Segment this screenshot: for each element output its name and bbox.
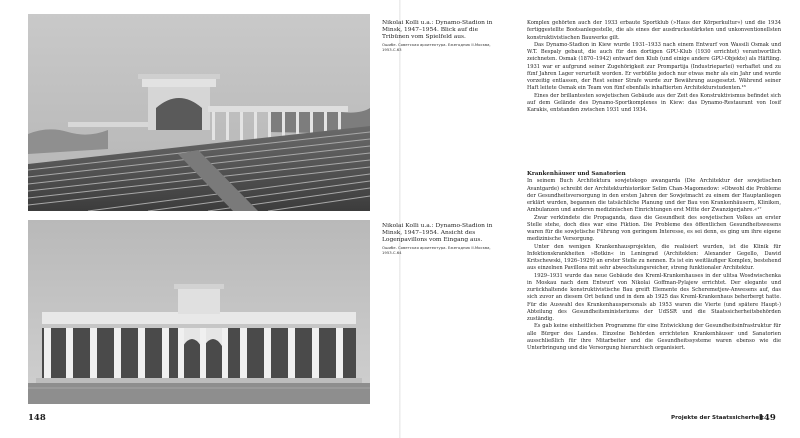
paragraph: Komplex gehörten auch der 1933 erbaute Sportklub (»Haus der Körperkultur«) und die 1934 fertiggestellte Bootsanlegestelle, die als eines der ausdrucksstärksten und unkonventionellsten konstruktivistischen Bauwerke gilt.: [527, 20, 781, 41]
paragraph: Zwar verkündete die Propaganda, dass die Gesundheit des sowjetischen Volkes an erster Stelle stehe, doch dies war eine Fiktion. Die Probleme des öffentlichen Gesundheitswesens waren für die sowjetische Führung von geringem Interesse, es sei denn, es ging um ihre eigene medizinische Versorgung.: [527, 214, 781, 243]
page-number-left: 148: [28, 413, 46, 423]
grandstand-illustration: [28, 14, 370, 211]
running-head: Projekte der Staatssicherheit: [671, 415, 764, 421]
caption-text: Nikolai Kolli u.a.: Dynamo-Stadion in Minsk, 1947–1954. Ansicht des Logenpavillons vom Eingang aus.: [382, 223, 493, 244]
paragraph: Das Dynamo-Stadion in Kiew wurde 1931–1933 nach einem Entwurf von Wassili Osmak und W.T. Bespaly gebaut, die auch für den dortigen GPU-Klub (1930 errichtet) verantwortlich zeichneten. Osmak (1870–1942) entwarf den Klub (und einige andere GPU-Objekte) als Häftling. 1931 war er aufgrund seiner Zugehörigkeit zur Prompartija (Industriepartei) verhaftet und zu fünf Jahren Lager verurteilt worden. Er verbüßte jedoch nur etwas mehr als ein Jahr und wurde vorzeitig entlassen, der Rest seiner Strafe wurde zur Bewährung ausgesetzt. Während seiner Haft leitete Osmak ein Team von fünf ebenfalls inhaftierten Architekturstudenten.¹⁶: [527, 41, 781, 92]
caption-text: Nikolai Kolli u.a.: Dynamo-Stadion in Minsk, 1947–1954. Blick auf die Tribünen vom Spielfeld aus.: [382, 20, 493, 41]
paragraph: In seinem Buch Architektura sowjetskogo awangarda (Die Architektur der sowjetischen Avantgarde) schreibt der Architekturhistoriker Selim Chan-Magomedow: »Obwohl die Probleme der Gesundheitsversorgung in den ersten Jahren der Sowjetmacht zu einem der Hauptanliegen erklärt wurden, begannen die tatsächliche Planung und der Bau von Krankenhäusern, Kliniken, Ambulanzen und anderen medizinischen Einrichtungen erst Mitte der Zwanzigerjahre.«¹⁷: [527, 178, 781, 214]
page-fold: [399, 0, 401, 438]
pavilion-photo: [28, 220, 370, 404]
paragraph: Unter den wenigen Krankenhausprojekten, die realisiert wurden, ist die Klinik für Infektionskrankheiten »Botkin« in Leningrad (Architekten: Alexander Gegello, Dawid Kritschewski, 1926–1929) an erster Stelle zu nennen. Es ist ein weitläufiger Komplex, bestehend aus einzelnen Pavillons mit sehr abwechslungsreicher, streng funktionaler Architektur.: [527, 243, 781, 272]
text-column-top: [527, 20, 781, 114]
paragraph: Es gab keine einheitlichen Programme für eine Entwicklung der Gesundheitsinfrastruktur für alle Bürger des Landes. Einzelne Behörden errichteten Krankenhäuser und Sanatorien ausschließlich für ihre Mitarbeiter und die Gesundheitssysteme waren ebenso wie die Unterbringung und die Versorgung hierarchisch organisiert.: [527, 323, 781, 351]
caption-source: Ошибе. Советская архитектура. Ежегодник II.Москва, 1953.С.63: [382, 42, 491, 53]
figure-caption-1: [382, 20, 494, 52]
pavilion-illustration: [28, 220, 370, 404]
section-heading: Krankenhäuser und Sanatorien: [527, 171, 626, 177]
page-number-right: 149: [758, 413, 776, 423]
figure-caption-2: [382, 223, 494, 255]
paragraph: Eines der brillantesten sowjetischen Gebäude aus der Zeit des Konstruktivismus befindet sich auf dem Gelände des Dynamo-Sportkomplexes in Kiew: das Dynamo-Restaurant von Iosif Karakis, entstanden zwischen 1931 und 1934.: [527, 92, 781, 113]
caption-source: Ошибе. Советская архитектура. Ежегодник II.Москва, 1953.С.64: [382, 245, 491, 256]
grandstand-photo: [28, 14, 370, 211]
paragraph: 1929–1931 wurde das neue Gebäude des Kreml-Krankenhauses in der ulitsa Wosdwischenka in Moskau nach dem Entwurf von Nikolai Goffman-Pylajew errichtet. Der elegante und zurückhaltende konstruktivistische Bau greift Elemente des Scheremetjew-Anwesens auf, das sich zuvor an diesem Ort befand und in dem ab 1925 das Kreml-Krankenhaus beherbergt hatte. Für die Auswahl des Krankenhauspersonals ab 1953 waren die Vierte (und spätere Haupt-) Abteilung des Gesundheitsministeriums der UdSSR und die Staatssicherheitsbehörden zuständig.: [527, 272, 781, 322]
text-column-section: [527, 171, 781, 352]
